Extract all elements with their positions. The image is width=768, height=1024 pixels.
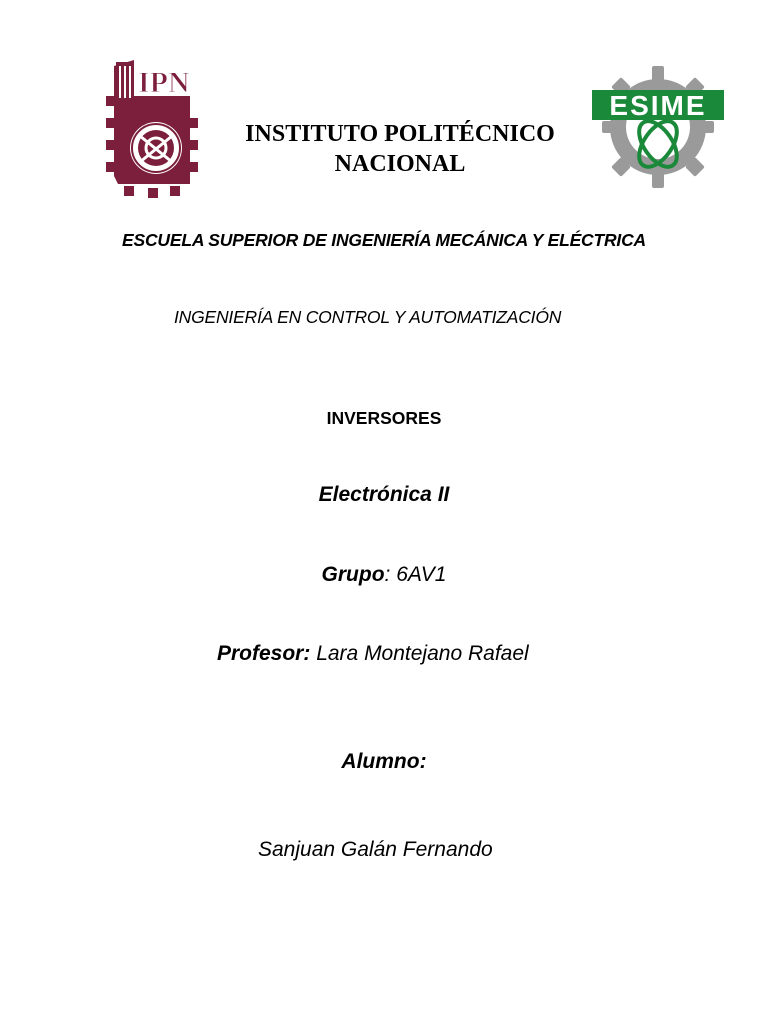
institution-title-line1: INSTITUTO POLITÉCNICO <box>245 121 555 147</box>
group-line <box>0 563 768 587</box>
group-label: Grupo <box>321 563 385 586</box>
school-name: ESCUELA SUPERIOR DE INGENIERÍA MECÁNICA Y ELÉCTRICA <box>122 230 646 250</box>
subject-name: Electrónica II <box>318 483 450 506</box>
institution-title <box>200 119 600 179</box>
ipn-logo-text: IPN <box>138 66 190 99</box>
esime-logo-text: ESIME <box>609 90 707 121</box>
esime-logo <box>588 64 728 190</box>
group-value: 6AV1 <box>396 563 447 586</box>
document-topic: INVERSORES <box>326 408 442 428</box>
career-name: INGENIERÍA EN CONTROL Y AUTOMATIZACIÓN <box>174 307 562 327</box>
group-separator: : <box>384 563 397 586</box>
professor-line <box>217 642 529 666</box>
student-name: Sanjuan Galán Fernando <box>258 838 493 861</box>
professor-name: Lara Montejano Rafael <box>316 642 529 665</box>
ipn-logo <box>104 56 200 198</box>
institution-title-line2: NACIONAL <box>334 151 466 177</box>
professor-label: Profesor: <box>217 642 311 665</box>
student-label: Alumno: <box>341 750 427 773</box>
